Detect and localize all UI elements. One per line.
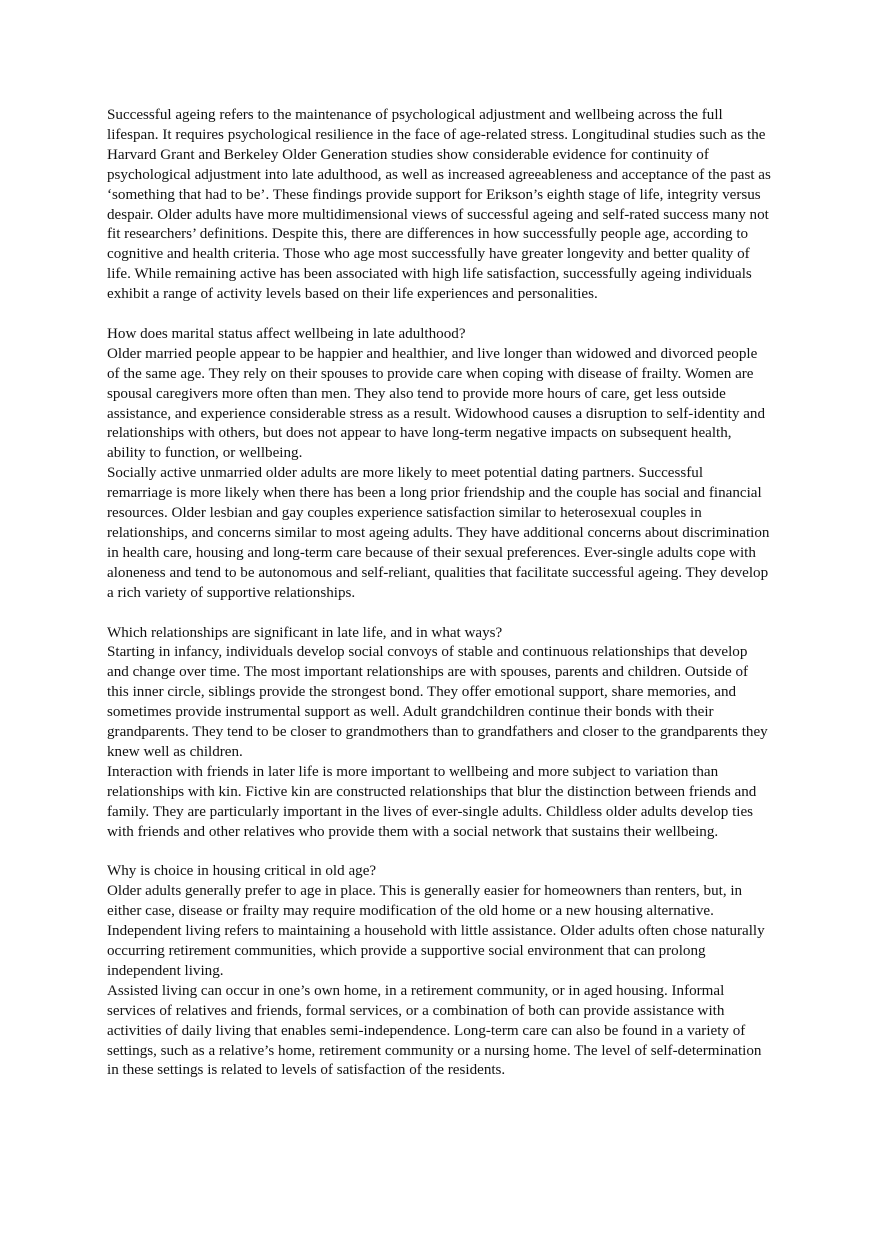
- section-paragraph: Socially active unmarried older adults are more likely to meet potential dating partners. Successful remarriage is more likely when there has been a long prior friendship and the couple has social and financial resources. Older lesbian and gay couples experience satisfaction similar to heterosexual couples in relationships, and concerns similar to most ageing adults. They have additional concerns about discrimination in health care, housing and long-term care because of their sexual preferences. Ever-single adults cope with aloneness and tend to be autonomous and self-reliant, qualities that facilitate successful ageing. They develop a rich variety of supportive relationships.: [107, 465, 770, 601]
- section-relationships: [107, 624, 772, 843]
- section-paragraph: Older adults generally prefer to age in place. This is generally easier for homeowners than renters, but, in either case, disease or frailty may require modification of the old home or a new housing alternative. Independent living refers to maintaining a household with little assistance. Older adults often chose naturally occurring retirement communities, which provide a supportive social environment that can prolong independent living.: [107, 883, 765, 979]
- section-paragraph: Starting in infancy, individuals develop social convoys of stable and continuous relationships that develop and change over time. The most important relationships are with spouses, parents and children. Outside of this inner circle, siblings provide the strongest bond. They offer emotional support, share memories, and sometimes provide instrumental support as well. Adult grandchildren continue their bonds with their grandparents. They tend to be closer to grandmothers than to grandfathers and closer to the grandparents they knew well as children.: [107, 644, 768, 760]
- section-marital-status: [107, 325, 772, 604]
- intro-section: [107, 106, 772, 305]
- section-question: How does marital status affect wellbeing in late adulthood?: [107, 325, 466, 342]
- section-paragraph: Assisted living can occur in one’s own home, in a retirement community, or in aged housing. Informal services of relatives and friends, formal services, or a combination of both can provide assistance with activities of daily living that enables semi-independence. Long-term care can also be found in a variety of settings, such as a relative’s home, retirement community or a nursing home. The level of self-determination in these settings is related to levels of satisfaction of the residents.: [107, 982, 762, 1079]
- section-paragraph: Interaction with friends in later life is more important to wellbeing and more subject to variation than relationships with kin. Fictive kin are constructed relationships that blur the distinction between friends and family. They are particularly important in the lives of ever-single adults. Childless older adults develop ties with friends and other relatives who provide them with a social network that sustains their wellbeing.: [107, 763, 757, 840]
- intro-paragraph: Successful ageing refers to the maintenance of psychological adjustment and wellbeing across the full lifespan. It requires psychological resilience in the face of age-related stress. Longitudinal studies such as the Harvard Grant and Berkeley Older Generation studies show considerable evidence for continuity of psychological adjustment into late adulthood, as well as increased agreeableness and acceptance of the past as ‘something that had to be’. These findings provide support for Erikson’s eighth stage of life, integrity versus despair. Older adults have more multidimensional views of successful ageing and self-rated success many not fit researchers’ definitions. Despite this, there are differences in how successfully people age, according to cognitive and health criteria. Those who age most successfully have greater longevity and better quality of life. While remaining active has been associated with high life satisfaction, successfully ageing individuals exhibit a range of activity levels based on their life experiences and personalities.: [107, 107, 771, 303]
- section-question: Why is choice in housing critical in old age?: [107, 863, 377, 880]
- document-body: [107, 106, 772, 1101]
- section-paragraph: Older married people appear to be happier and healthier, and live longer than widowed and divorced people of the same age. They rely on their spouses to provide care when coping with disease of frailty. Women are spousal caregivers more often than men. They also tend to provide more hours of care, get less outside assistance, and experience considerable stress as a result. Widowhood causes a disruption to self-identity and relationships with others, but does not appear to have long-term negative impacts on subsequent health, ability to function, or wellbeing.: [107, 345, 766, 462]
- section-question: Which relationships are significant in late life, and in what ways?: [107, 624, 503, 641]
- section-housing: [107, 862, 772, 1081]
